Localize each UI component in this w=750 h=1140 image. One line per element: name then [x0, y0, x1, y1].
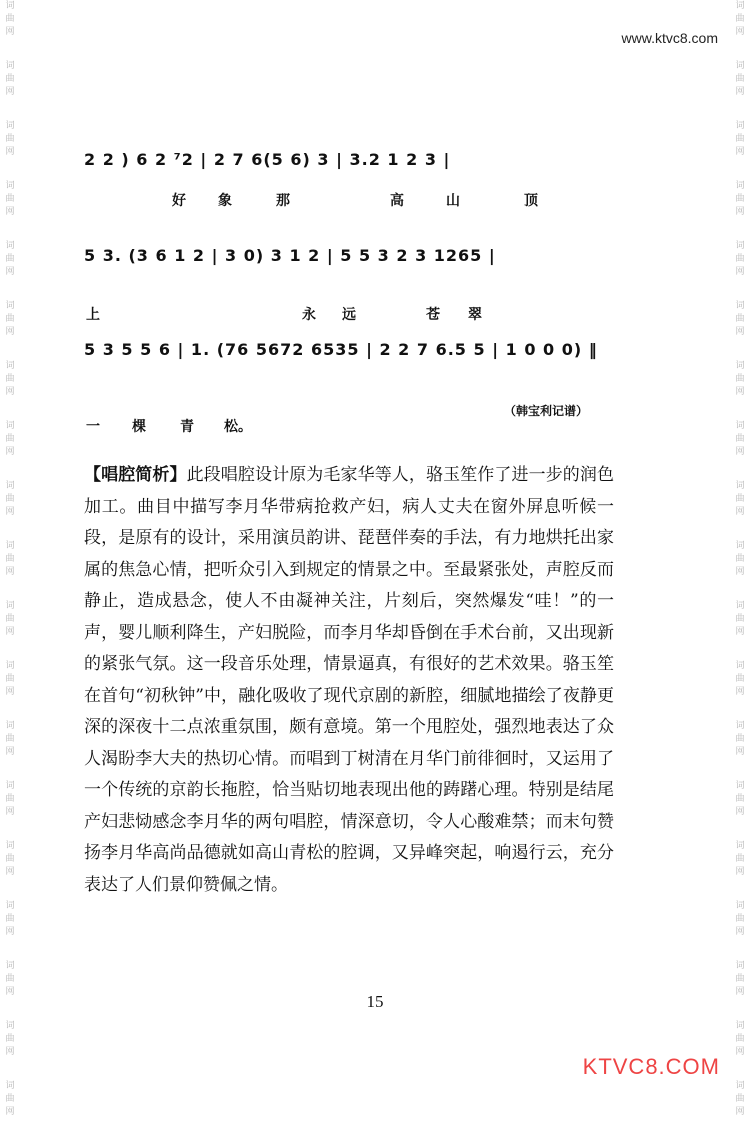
- watermark-char: 词: [735, 541, 745, 551]
- watermark-mark: [2, 180, 18, 240]
- watermark-mark: [732, 600, 748, 660]
- watermark-mark: [732, 0, 748, 60]
- watermark-char: 词: [735, 1021, 745, 1031]
- watermark-char: 词: [735, 361, 745, 371]
- watermark-mark: [732, 720, 748, 780]
- watermark-char: 曲: [735, 14, 745, 24]
- watermark-mark: [732, 180, 748, 240]
- analysis-heading: 【唱腔简析】: [84, 465, 187, 485]
- watermark-char: 曲: [735, 494, 745, 504]
- watermark-mark: [732, 420, 748, 480]
- watermark-char: 网: [5, 987, 15, 997]
- watermark-char: 词: [5, 661, 15, 671]
- watermark-mark: [2, 300, 18, 360]
- lyric: 青: [180, 419, 194, 435]
- watermark-char: 词: [735, 421, 745, 431]
- watermark-char: 网: [735, 1047, 745, 1057]
- watermark-char: 词: [735, 121, 745, 131]
- watermark-mark: [732, 360, 748, 420]
- watermark-char: 网: [5, 927, 15, 937]
- watermark-char: 曲: [735, 674, 745, 684]
- watermark-char: 曲: [5, 254, 15, 264]
- watermark-char: 词: [5, 121, 15, 131]
- watermark-mark: [2, 840, 18, 900]
- watermark-char: 词: [735, 1081, 745, 1091]
- watermark-char: 词: [5, 1081, 15, 1091]
- watermark-mark: [2, 720, 18, 780]
- watermark-char: 网: [735, 927, 745, 937]
- watermark-char: 词: [735, 601, 745, 611]
- lyric: 上: [86, 307, 100, 323]
- watermark-mark: [732, 900, 748, 960]
- watermark-char: 曲: [735, 734, 745, 744]
- watermark-char: 网: [735, 327, 745, 337]
- analysis-paragraph: [84, 460, 614, 901]
- watermark-mark: [732, 540, 748, 600]
- lyric: 棵: [132, 419, 146, 435]
- watermark-mark: [732, 1020, 748, 1080]
- watermark-char: 网: [5, 1047, 15, 1057]
- watermark-char: 曲: [735, 794, 745, 804]
- watermark-char: 网: [5, 1107, 15, 1117]
- watermark-char: 曲: [5, 74, 15, 84]
- site-url[interactable]: www.ktvc8.com: [621, 30, 718, 46]
- watermark-char: 词: [5, 421, 15, 431]
- watermark-char: 网: [735, 267, 745, 277]
- watermark-char: 词: [735, 901, 745, 911]
- watermark-char: 网: [735, 87, 745, 97]
- watermark-char: 曲: [5, 1034, 15, 1044]
- watermark-mark: [2, 240, 18, 300]
- watermark-mark: [2, 660, 18, 720]
- watermark-char: 词: [5, 1021, 15, 1031]
- watermark-mark: [2, 1080, 18, 1140]
- watermark-char: 曲: [5, 314, 15, 324]
- lyric: 高: [390, 193, 404, 209]
- lyric: 好: [172, 193, 186, 209]
- watermark-mark: [2, 600, 18, 660]
- watermark-char: 曲: [5, 374, 15, 384]
- watermark-char: 网: [735, 807, 745, 817]
- watermark-char: 网: [5, 27, 15, 37]
- watermark-char: 词: [5, 301, 15, 311]
- lyric: 山: [446, 193, 460, 209]
- watermark-char: 词: [5, 781, 15, 791]
- watermark-char: 网: [5, 747, 15, 757]
- watermark-char: 词: [5, 61, 15, 71]
- watermark-char: 词: [5, 541, 15, 551]
- watermark-char: 曲: [735, 614, 745, 624]
- watermark-char: 词: [735, 1, 745, 11]
- watermark-char: 词: [5, 961, 15, 971]
- watermark-char: 词: [5, 241, 15, 251]
- watermark-char: 网: [5, 327, 15, 337]
- watermark-char: 曲: [735, 554, 745, 564]
- watermark-char: 网: [735, 987, 745, 997]
- lyric: 翠: [468, 307, 482, 323]
- watermark-char: 词: [735, 721, 745, 731]
- watermark-mark: [732, 840, 748, 900]
- watermark-char: 曲: [735, 194, 745, 204]
- watermark-char: 网: [735, 747, 745, 757]
- watermark-char: 词: [735, 181, 745, 191]
- watermark-char: 曲: [5, 854, 15, 864]
- watermark-char: 曲: [735, 1094, 745, 1104]
- watermark-char: 网: [735, 867, 745, 877]
- watermark-char: 曲: [735, 254, 745, 264]
- watermark-char: 网: [735, 147, 745, 157]
- watermark-char: 词: [735, 661, 745, 671]
- lyric: 那: [276, 193, 290, 209]
- watermark-mark: [2, 360, 18, 420]
- analysis-text: 此段唱腔设计原为毛家华等人，骆玉笙作了进一步的润色加工。曲目中描写李月华带病抢救产妇，病人丈夫在窗外屏息听候一段，是原有的设计，采用演员韵讲、琵琶伴奏的手法，有力地烘托出家属的焦急心情，把听众引入到规定的情景之中。至最紧张处，声腔反而静止，造成悬念，使人不由凝神关注，片刻后，突然爆发“哇！”的一声，婴儿顺利降生，产妇脱险，而李月华却昏倒在手术台前，又出现新的紧张气氛。这一段音乐处理，情景逼真，有很好的艺术效果。骆玉笙在首句“初秋钟”中，融化吸收了现代京剧的新腔，细腻地描绘了夜静更深的深夜十二点浓重氛围，颇有意境。第一个甩腔处，强烈地表达了众人渴盼李大夫的热切心情。而唱到丁树清在月华门前徘徊时，又运用了一个传统的京韵长拖腔，恰当贴切地表现出他的踌躇心理。特别是结尾产妇悲恸感念李月华的两句唱腔，情深意切，令人心酸难禁；而末句赞扬李月华高尚品德就如高山青松的腔调，又异峰突起，响遏行云，充分表达了人们景仰赞佩之情。: [84, 465, 615, 895]
- watermark-char: 词: [5, 181, 15, 191]
- watermark-char: 词: [5, 601, 15, 611]
- watermark-char: 网: [5, 147, 15, 157]
- watermark-char: 词: [735, 241, 745, 251]
- watermark-char: 曲: [5, 494, 15, 504]
- score-line-2-notes: 5 3. (3 6 1 2 | 3 0) 3 1 2 | 5 5 3 2 3 1265 |: [84, 246, 496, 265]
- watermark-char: 曲: [5, 794, 15, 804]
- site-logo[interactable]: KTVC8.COM: [582, 1054, 720, 1079]
- watermark-mark: [732, 240, 748, 300]
- watermark-char: 网: [5, 507, 15, 517]
- watermark-char: 网: [5, 807, 15, 817]
- watermark-char: 曲: [735, 314, 745, 324]
- watermark-char: 网: [735, 567, 745, 577]
- watermark-mark: [2, 1020, 18, 1080]
- watermark-char: 曲: [735, 374, 745, 384]
- watermark-mark: [732, 120, 748, 180]
- watermark-char: 网: [735, 387, 745, 397]
- watermark-char: 网: [735, 507, 745, 517]
- watermark-char: 曲: [5, 1094, 15, 1104]
- lyric: 苍: [426, 307, 440, 323]
- watermark-char: 网: [735, 27, 745, 37]
- lyric: 远: [342, 307, 356, 323]
- watermark-char: 词: [5, 481, 15, 491]
- watermark-mark: [2, 480, 18, 540]
- score-line-2: [84, 246, 624, 265]
- watermark-char: 曲: [735, 74, 745, 84]
- watermark-char: 词: [735, 61, 745, 71]
- watermark-char: 网: [5, 627, 15, 637]
- watermark-char: 词: [5, 841, 15, 851]
- lyric: 永: [302, 307, 316, 323]
- watermark-char: 曲: [5, 134, 15, 144]
- watermark-char: 曲: [735, 914, 745, 924]
- watermark-char: 网: [735, 447, 745, 457]
- watermark-char: 网: [5, 87, 15, 97]
- watermark-mark: [2, 120, 18, 180]
- lyric: 顶: [524, 193, 538, 209]
- watermark-char: 词: [735, 961, 745, 971]
- score-line-1: [84, 150, 624, 169]
- watermark-char: 网: [735, 1107, 745, 1117]
- watermark-char: 词: [735, 301, 745, 311]
- watermark-mark: [2, 540, 18, 600]
- page-number: 15: [366, 992, 384, 1011]
- watermark-char: 曲: [5, 734, 15, 744]
- watermark-char: 曲: [735, 134, 745, 144]
- watermark-mark: [732, 780, 748, 840]
- watermark-char: 网: [5, 567, 15, 577]
- score-recorder-credit: （韩宝利记谱）: [503, 404, 588, 418]
- score-line-3-notes: 5 3 5 5 6 | 1. (76 5672 6535 | 2 2 7 6.5 5 | 1 0 0 0) ‖: [84, 340, 598, 359]
- watermark-mark: [2, 0, 18, 60]
- watermark-char: 曲: [5, 914, 15, 924]
- watermark-char: 网: [735, 687, 745, 697]
- watermark-char: 词: [735, 781, 745, 791]
- score-line-2-lyrics: [84, 304, 624, 324]
- watermark-char: 曲: [5, 14, 15, 24]
- watermark-char: 词: [5, 361, 15, 371]
- watermark-mark: [2, 60, 18, 120]
- watermark-char: 词: [735, 841, 745, 851]
- watermark-char: 词: [5, 901, 15, 911]
- watermark-mark: [732, 60, 748, 120]
- watermark-char: 曲: [735, 1034, 745, 1044]
- watermark-char: 网: [735, 627, 745, 637]
- watermark-column-right: [732, 0, 748, 1117]
- watermark-char: 网: [5, 207, 15, 217]
- watermark-mark: [2, 420, 18, 480]
- watermark-char: 曲: [5, 554, 15, 564]
- watermark-char: 网: [5, 867, 15, 877]
- watermark-mark: [2, 780, 18, 840]
- watermark-char: 词: [5, 1, 15, 11]
- watermark-char: 词: [735, 481, 745, 491]
- lyric: 象: [218, 193, 232, 209]
- watermark-char: 网: [735, 207, 745, 217]
- score-line-3: [84, 340, 624, 359]
- watermark-char: 曲: [5, 434, 15, 444]
- watermark-char: 词: [5, 721, 15, 731]
- score-line-3-lyrics: [84, 416, 624, 436]
- watermark-mark: [732, 480, 748, 540]
- watermark-mark: [732, 660, 748, 720]
- watermark-mark: [732, 1080, 748, 1140]
- watermark-char: 曲: [735, 434, 745, 444]
- watermark-char: 网: [5, 447, 15, 457]
- lyric: 松。: [224, 419, 252, 435]
- watermark-char: 网: [5, 687, 15, 697]
- watermark-char: 曲: [5, 674, 15, 684]
- score-line-1-notes: 2 2 ) 6 2 ⁷2 | 2 7 6(5 6) 3 | 3.2 1 2 3 |: [84, 150, 451, 169]
- watermark-char: 曲: [5, 614, 15, 624]
- lyric: 一: [86, 419, 100, 435]
- watermark-mark: [732, 300, 748, 360]
- watermark-char: 曲: [735, 854, 745, 864]
- watermark-mark: [2, 900, 18, 960]
- watermark-char: 曲: [5, 194, 15, 204]
- watermark-char: 网: [5, 267, 15, 277]
- watermark-column-left: [2, 0, 18, 1117]
- score-line-1-lyrics: [84, 190, 624, 210]
- watermark-char: 网: [5, 387, 15, 397]
- watermark-char: 曲: [5, 974, 15, 984]
- watermark-char: 曲: [735, 974, 745, 984]
